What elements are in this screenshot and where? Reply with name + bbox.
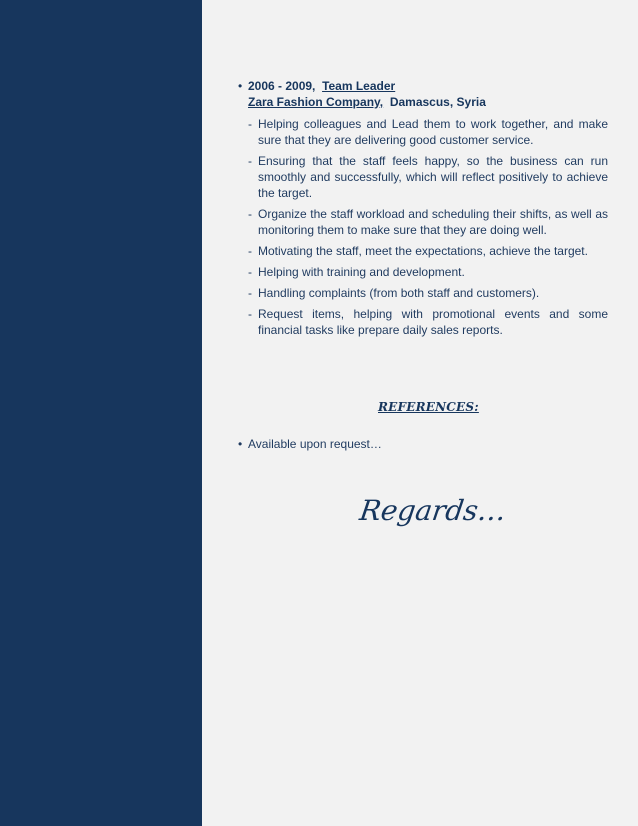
- job-period: 2006 - 2009,: [248, 79, 316, 93]
- job-title: Team Leader: [322, 79, 396, 93]
- job-location: Damascus, Syria: [389, 95, 486, 109]
- dash-marker: -: [248, 265, 252, 279]
- dash-marker: -: [248, 307, 252, 321]
- list-item: [238, 206, 608, 238]
- duty-text: Ensuring that the staff feels happy, so the business can run smoothly and successfully, which will reflect positively to achieve the target.: [258, 154, 608, 200]
- list-item: [238, 243, 608, 259]
- dash-marker: -: [248, 244, 252, 258]
- duty-text: Request items, helping with promotional events and some financial tasks like prepare daily sales reports.: [258, 307, 608, 337]
- dash-marker: -: [248, 207, 252, 221]
- list-item: [238, 264, 608, 280]
- references-item: [238, 436, 382, 452]
- dash-marker: -: [248, 117, 252, 131]
- duty-text: Motivating the staff, meet the expectations, achieve the target.: [258, 244, 588, 258]
- closing-signature: Regards…: [357, 494, 509, 527]
- duty-text: Organize the staff workload and scheduling their shifts, as well as monitoring them to make sure that they are doing well.: [258, 207, 608, 237]
- duty-text: Helping with training and development.: [258, 265, 465, 279]
- duties-list: [238, 116, 608, 338]
- dash-marker: -: [248, 286, 252, 300]
- list-item: [238, 153, 608, 201]
- list-item: [238, 116, 608, 148]
- job-company: Zara Fashion Company,: [248, 95, 384, 109]
- references-heading: REFERENCES:: [378, 400, 479, 414]
- duty-text: Handling complaints (from both staff and customers).: [258, 286, 540, 300]
- list-item: [238, 306, 608, 338]
- references-text: Available upon request…: [248, 437, 382, 451]
- sidebar-panel: [0, 0, 202, 826]
- experience-section: [238, 78, 608, 343]
- duty-text: Helping colleagues and Lead them to work together, and make sure that they are delivering good customer service.: [258, 117, 608, 147]
- job-header: [238, 78, 608, 94]
- list-item: [238, 285, 608, 301]
- references-bullet: •: [238, 437, 243, 451]
- dash-marker: -: [248, 154, 252, 168]
- job-bullet: •: [238, 79, 243, 93]
- job-company-line: [238, 94, 608, 110]
